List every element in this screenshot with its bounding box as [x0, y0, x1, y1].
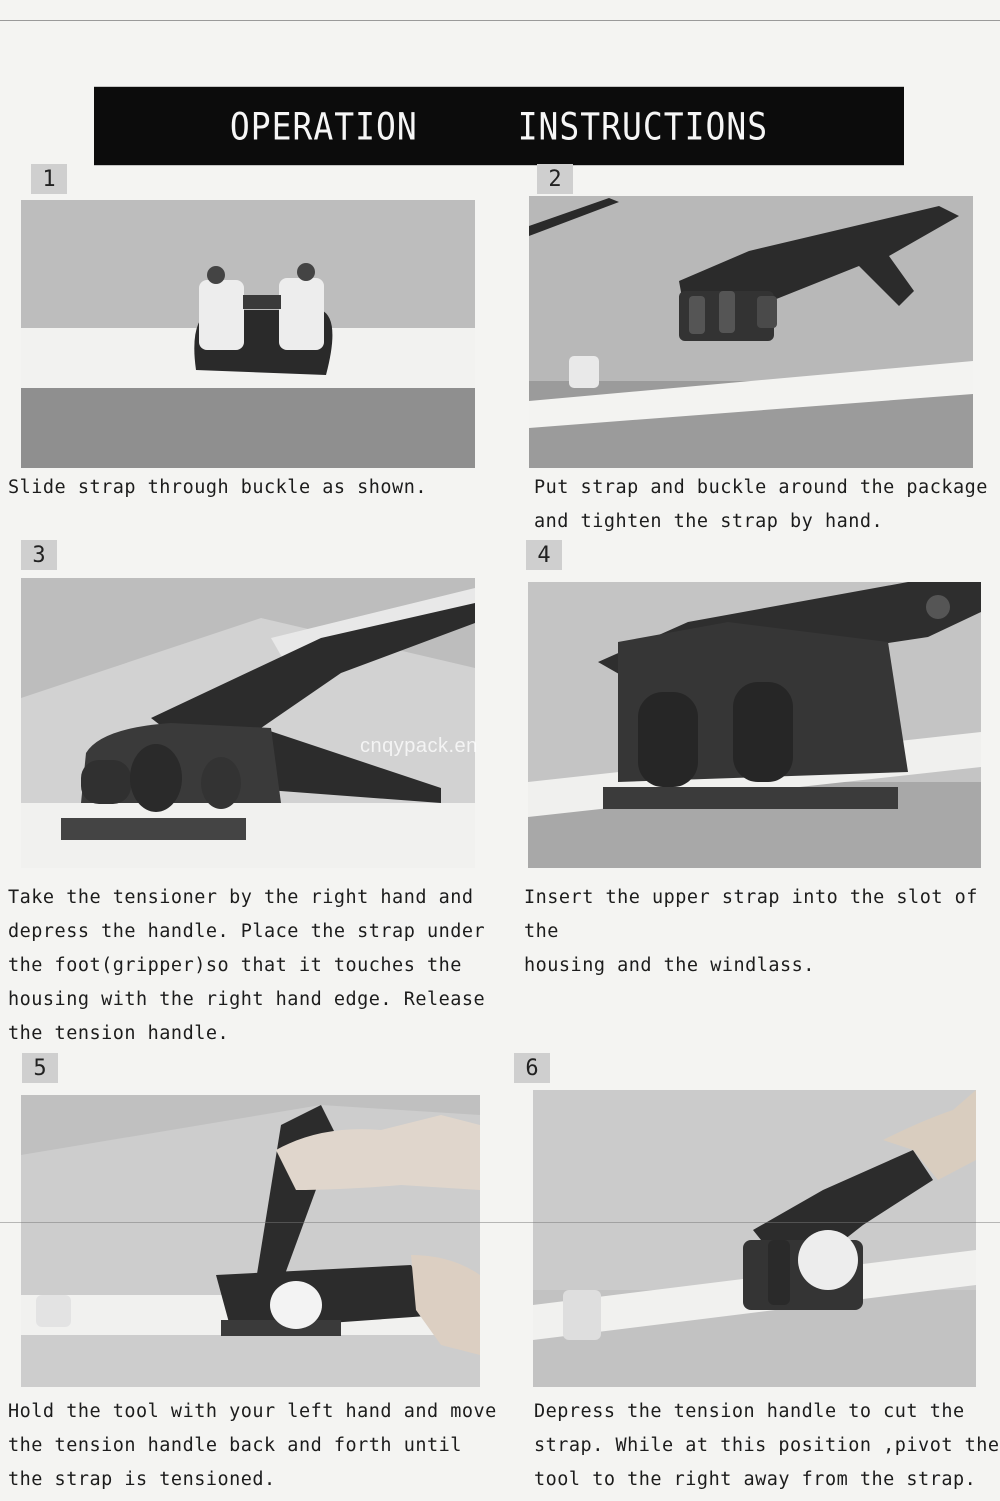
- step-5-photo: [21, 1095, 480, 1387]
- step-4-photo: [528, 582, 981, 868]
- watermark: cnqypack.en: [360, 735, 478, 757]
- step-5-caption: Hold the tool with your left hand and move the tension handle back and forth until the strap is tensioned.: [8, 1401, 497, 1490]
- title-right: INSTRUCTIONS: [517, 104, 769, 148]
- step-6-photo: [533, 1090, 976, 1387]
- step-2-photo: [529, 196, 973, 468]
- title-banner: [94, 87, 904, 165]
- top-divider: [0, 20, 1000, 21]
- step-4-caption: Insert the upper strap into the slot of the housing and the windlass.: [524, 887, 978, 976]
- step-3-photo: [21, 578, 475, 868]
- step-1-number: 1: [31, 164, 67, 194]
- step-4-number: 4: [526, 540, 562, 570]
- step-1-caption: Slide strap through buckle as shown.: [8, 477, 427, 498]
- step-3-caption: Take the tensioner by the right hand and depress the handle. Place the strap under the foot(gripper)so that it touches the housing with the right hand edge. Release the tension handle.: [8, 887, 486, 1044]
- title-left: OPERATION: [229, 104, 418, 148]
- step-6-caption: Depress the tension handle to cut the strap. While at this position ,pivot the tool to the right away from the strap.: [534, 1401, 1000, 1490]
- step-2-caption: Put strap and buckle around the package and tighten the strap by hand.: [534, 477, 988, 532]
- step-6-number: 6: [514, 1053, 550, 1083]
- paper-fold-line: [0, 1222, 1000, 1223]
- step-1-photo: [21, 200, 475, 468]
- step-3-number: 3: [21, 540, 57, 570]
- step-2-number: 2: [537, 164, 573, 194]
- step-5-number: 5: [22, 1053, 58, 1083]
